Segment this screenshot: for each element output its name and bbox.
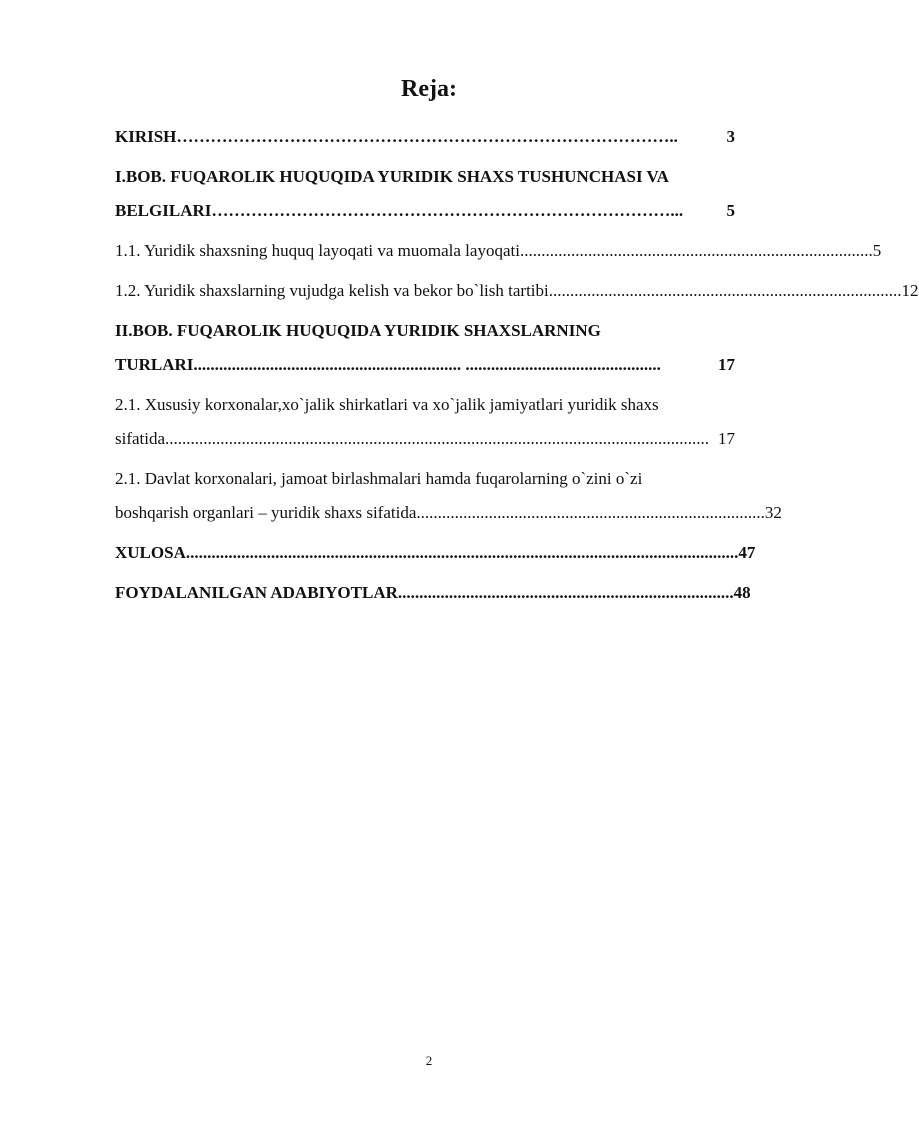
toc-entry-line	[115, 194, 735, 228]
toc-entry-bob2	[115, 314, 735, 382]
toc-entry-1-1	[115, 234, 882, 268]
toc-entry-bob1	[115, 160, 735, 228]
toc-entry-title: 2.1. Davlat korxonalari, jamoat birlashmalari hamda fuqarolarning o`zini o`zi	[115, 469, 643, 488]
toc-leader-dots: ..................................................................................................................................	[185, 543, 739, 562]
toc-leader-dots: ..................................................................................	[416, 503, 765, 522]
toc-entry-xulosa	[115, 536, 756, 570]
toc-entry-title: 2.1. Xususiy korxonalar,xo`jalik shirkatlari va xo`jalik jamiyatlari yuridik shaxs	[115, 395, 659, 414]
toc-page-number: 48	[733, 583, 751, 602]
toc-page-number: 17	[718, 429, 735, 448]
toc-page-number: 17	[718, 355, 735, 374]
toc-entry-title-cont: boshqarish organlari – yuridik shaxs sifatida	[115, 503, 417, 522]
toc-entry-line	[115, 422, 735, 456]
toc-entry-title: FOYDALANILGAN ADABIYOTLAR	[115, 583, 398, 602]
toc-page-number: 47	[738, 543, 756, 562]
toc-entry-title: II.BOB. FUQAROLIK HUQUQIDA YURIDIK SHAXSLARNING	[115, 321, 601, 340]
toc-leader-dots: ………………………………………………………………………...	[211, 201, 684, 220]
toc-entry-2-1-a	[115, 388, 735, 456]
page-title: Reja:	[401, 76, 457, 102]
toc-leader-dots: ...................................................................................	[548, 281, 902, 300]
page-number: 2	[425, 1053, 433, 1068]
toc-page-number: 32	[764, 503, 782, 522]
toc-entry-title: 1.2. Yuridik shaxslarning vujudga kelish va bekor bo`lish tartibi	[115, 281, 549, 300]
toc-leader-dots: ……………………………………………………………………………..	[176, 127, 678, 146]
toc-entry-title: XULOSA	[115, 543, 186, 562]
toc-entry-1-2	[115, 274, 919, 308]
toc-entry-title: 1.1. Yuridik shaxsning huquq layoqati va muomala layoqati	[115, 241, 520, 260]
toc-page-number: 5	[872, 241, 882, 260]
toc-entry-title: KIRISH	[115, 127, 177, 146]
toc-entry-kirish	[115, 120, 735, 154]
toc-leader-dots: ...............................................................................	[397, 583, 734, 602]
toc-page-number: 5	[726, 201, 735, 220]
toc-leader-dots: ............................................................... ..............................................	[193, 355, 661, 374]
table-of-contents	[115, 120, 919, 616]
toc-entry-title: I.BOB. FUQAROLIK HUQUQIDA YURIDIK SHAXS TUSHUNCHASI VA	[115, 167, 669, 186]
toc-page-number: 12	[901, 281, 919, 300]
toc-leader-dots: ................................................................................................................................	[165, 429, 710, 448]
toc-entry-title-cont: BELGILARI	[115, 201, 212, 220]
toc-entry-line	[115, 496, 782, 530]
toc-entry-line	[115, 348, 735, 382]
toc-entry-2-1-b	[115, 462, 782, 530]
toc-entry-foydalanilgan	[115, 576, 751, 610]
toc-page-number: 3	[726, 127, 735, 146]
toc-leader-dots: ...................................................................................	[519, 241, 873, 260]
toc-entry-title-cont: sifatida	[115, 429, 166, 448]
toc-entry-title-cont: TURLARI	[115, 355, 194, 374]
